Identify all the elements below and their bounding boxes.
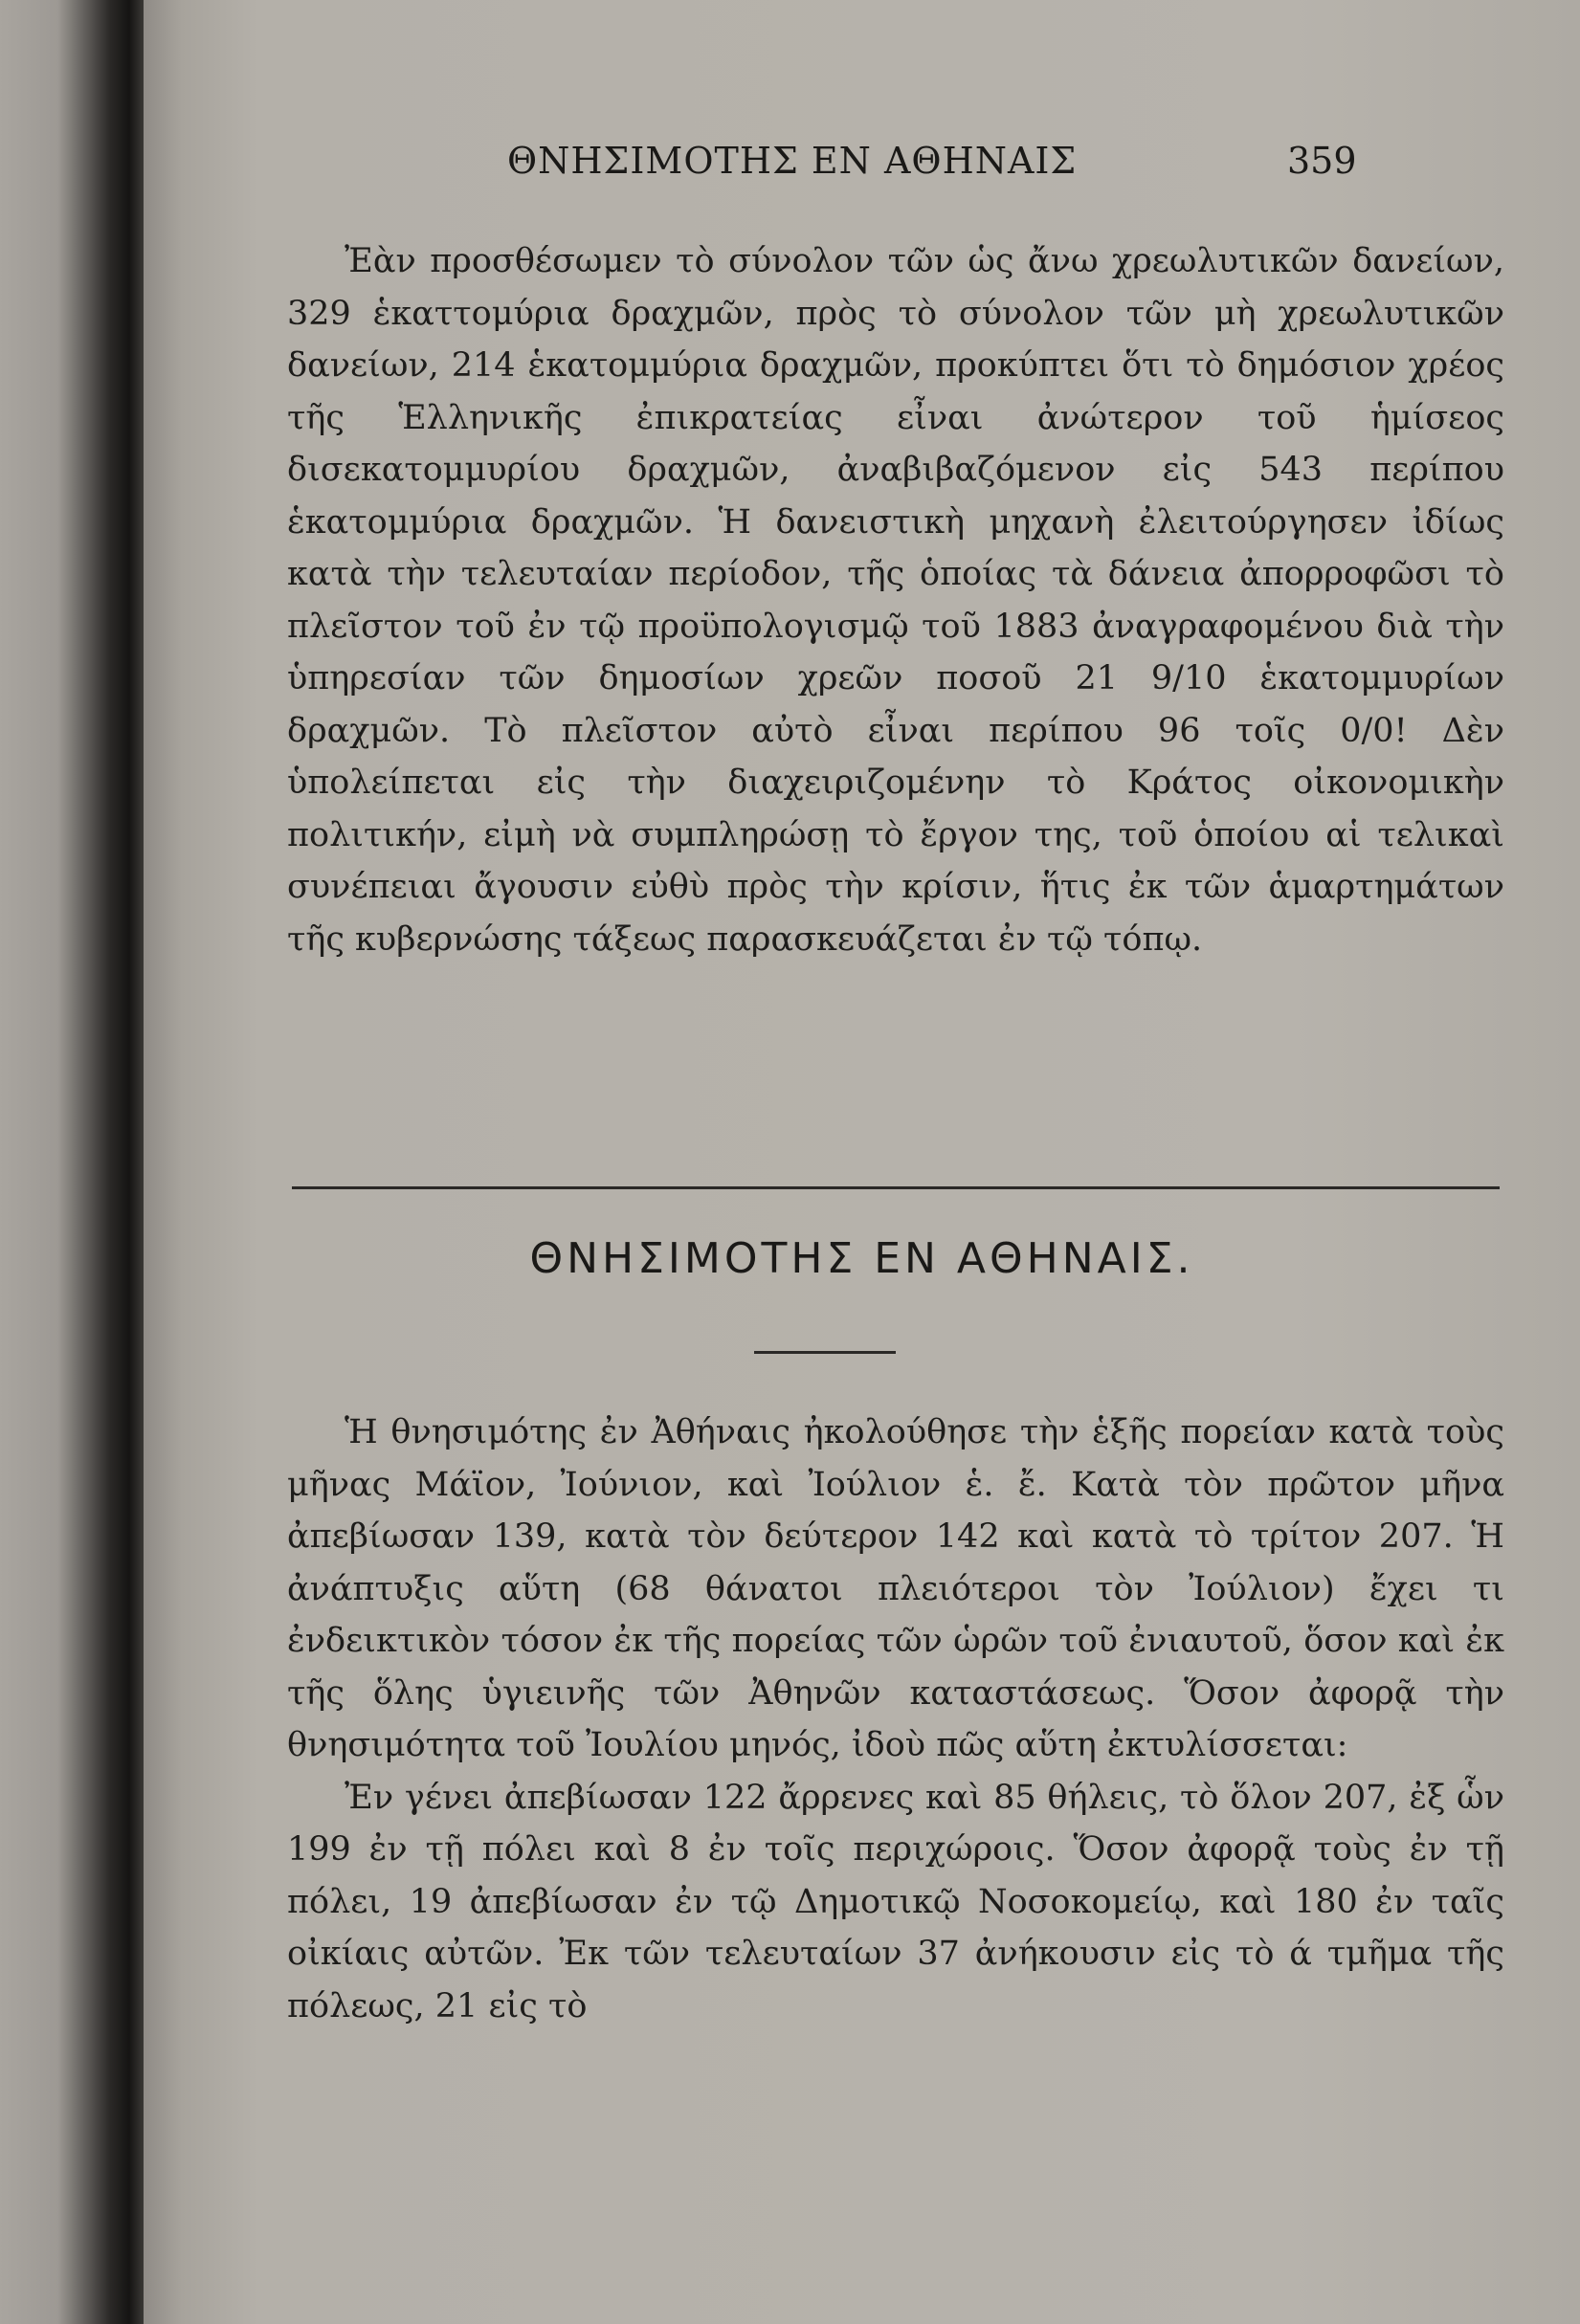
section-1-body — [287, 235, 1504, 965]
paragraph: Ἐν γένει ἀπεβίωσαν 122 ἄρρενες καὶ 85 θήλεις, τὸ ὅλον 207, ἐξ ὧν 199 ἐν τῇ πόλει καὶ 8 ἐν τοῖς περιχώροις. Ὅσον ἀφορᾷ τοὺς ἐν τῇ πόλει, 19 ἀπεβίωσαν ἐν τῷ Δημοτικῷ Νοσοκομείῳ, καὶ 180 ἐν ταῖς οἰκίαις αὐτῶν. Ἐκ τῶν τελευταίων 37 ἀνήκουσιν εἰς τὸ ά τμῆμα τῆς πόλεως, 21 εἰς τὸ — [287, 1778, 1504, 2025]
page-header — [144, 132, 1580, 189]
section-2-body — [287, 1406, 1504, 2032]
paragraph: Ἡ θνησιμότης ἐν Ἀθήναις ἠκολούθησε τὴν ἑξῆς πορείαν κατὰ τοὺς μῆνας Μάϊον, Ἰούνιον, καὶ Ἰούλιον ἑ. ἔ. Κατὰ τὸν πρῶτον μῆνα ἀπεβίωσαν 139, κατὰ τὸν δεύτερον 142 καὶ κατὰ τὸ τρίτον 207. Ἡ ἀνάπτυξις αὕτη (68 θάνατοι πλειότεροι τὸν Ἰούλιον) ἔχει τι ἐνδεικτικὸν τόσον ἐκ τῆς πορείας τῶν ὡρῶν τοῦ ἐνιαυτοῦ, ὅσον καὶ ἐκ τῆς ὅλης ὑγιεινῆς τῶν Ἀθηνῶν καταστάσεως. Ὅσον ἀφορᾷ τὴν θνησιμότητα τοῦ Ἰουλίου μηνός, ἰδοὺ πῶς αὕτη ἐκτυλίσσεται: — [287, 1413, 1504, 1764]
section-divider — [292, 1186, 1500, 1189]
section-heading: ΘΝΗΣΙΜΟΤΗΣ ΕΝ ΑΘΗΝΑΙΣ. — [529, 1234, 1194, 1283]
heading-underline — [754, 1351, 896, 1354]
paragraph: Ἐὰν προσθέσωμεν τὸ σύνολον τῶν ὡς ἄνω χρεωλυτικῶν δανείων, 329 ἑκαττομύρια δραχμῶν, πρὸς τὸ σύνολον τῶν μὴ χρεωλυτικῶν δανείων, 214 ἑκατομμύρια δραχμῶν, προκύπτει ὅτι τὸ δημόσιον χρέος τῆς Ἑλληνικῆς ἐπικρατείας εἶναι ἀνώτερον τοῦ ἡμίσεος δισεκατομμυρίου δραχμῶν, ἀναβιβαζόμενον εἰς 543 περίπου ἑκατομμύρια δραχμῶν. Ἡ δανειστικὴ μηχανὴ ἐλειτούργησεν ἰδίως κατὰ τὴν τελευταίαν περίοδον, τῆς ὁποίας τὰ δάνεια ἀπορροφῶσι τὸ πλεῖστον τοῦ ἐν τῷ προϋπολογισμῷ τοῦ 1883 ἀναγραφομένου διὰ τὴν ὑπηρεσίαν τῶν δημοσίων χρεῶν ποσοῦ 21 9/10 ἑκατομμυρίων δραχμῶν. Τὸ πλεῖστον αὐτὸ εἶναι περίπου 96 τοῖς 0/0! Δὲν ὑπολείπεται εἰς τὴν διαχειριζομένην τὸ Κράτος οἰκονομικὴν πολιτικήν, εἰμὴ νὰ συμπληρώσῃ τὸ ἔργον της, τοῦ ὁποίου αἱ τελικαὶ συνέπειαι ἄγουσιν εὐθὺ πρὸς τὴν κρίσιν, ἥτις ἐκ τῶν ἁμαρτημάτων τῆς κυβερνώσης τάξεως παρασκευάζεται ἐν τῷ τόπῳ. — [287, 242, 1504, 959]
binding-gutter — [0, 0, 144, 2324]
book-page — [144, 0, 1580, 2324]
running-title: ΘΝΗΣΙΜΟΤΗΣ ΕΝ ΑΘΗΝΑΙΣ — [507, 140, 1078, 182]
page-number: 359 — [1287, 140, 1357, 182]
